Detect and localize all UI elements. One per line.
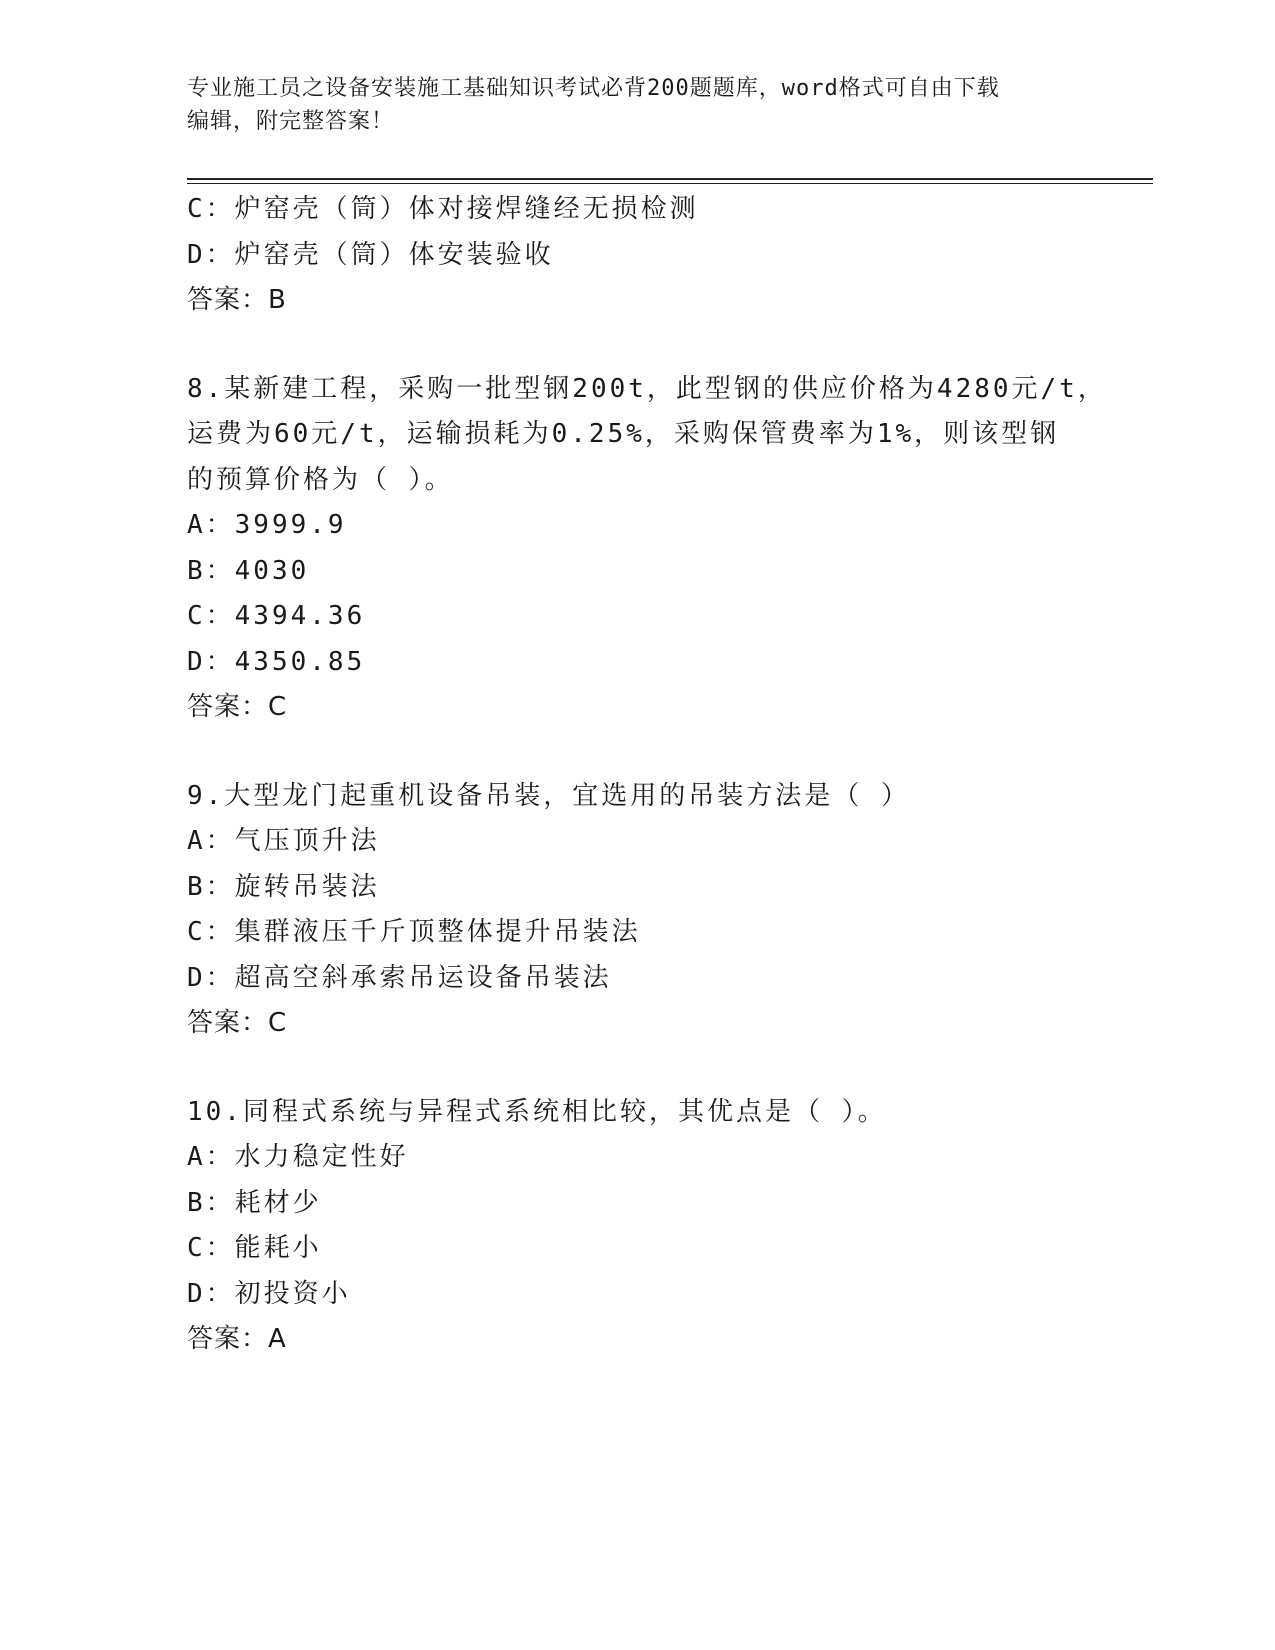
header-title-line-1: 专业施工员之设备安装施工基础知识考试必背200题题库，word格式可自由下载 xyxy=(187,76,1000,101)
question-10 xyxy=(187,1090,1087,1363)
question-stem: 8.某新建工程，采购一批型钢200t，此型钢的供应价格为4280元/t， xyxy=(187,373,1107,404)
option-b: B：旋转吊装法 xyxy=(187,871,380,902)
option-c: C：4394.36 xyxy=(187,601,366,631)
question-spacer xyxy=(187,324,1087,367)
option-c: C：炉窑壳（筒）体对接焊缝经无损检测 xyxy=(187,194,699,224)
option-a: A：水力稳定性好 xyxy=(187,1142,409,1172)
header-divider-thin xyxy=(187,183,1153,184)
question-stem: 10.同程式系统与异程式系统相比较，其优点是（ ）。 xyxy=(187,1096,887,1127)
question-9 xyxy=(187,774,1087,1047)
answer-line: 答案：C xyxy=(187,692,288,722)
answer-line: 答案：B xyxy=(187,285,287,315)
header-divider-thick xyxy=(187,178,1153,180)
question-7-continued xyxy=(187,187,1087,324)
option-b: B：耗材少 xyxy=(187,1187,322,1218)
option-b: B：4030 xyxy=(187,555,310,586)
document-header xyxy=(187,72,1067,138)
question-stem: 的预算价格为（ ）。 xyxy=(187,464,454,495)
answer-line: 答案：C xyxy=(187,1008,288,1038)
option-d: D：4350.85 xyxy=(187,646,366,677)
option-c: C：能耗小 xyxy=(187,1233,322,1263)
question-spacer xyxy=(187,1047,1087,1090)
option-d: D：初投资小 xyxy=(187,1278,351,1309)
option-a: A：气压顶升法 xyxy=(187,826,380,856)
option-c: C：集群液压千斤顶整体提升吊装法 xyxy=(187,917,641,947)
question-list xyxy=(187,187,1107,1363)
option-d: D：超高空斜承索吊运设备吊装法 xyxy=(187,962,612,993)
question-8 xyxy=(187,367,1107,731)
question-spacer xyxy=(187,731,1087,774)
answer-line: 答案：A xyxy=(187,1324,287,1354)
option-a: A：3999.9 xyxy=(187,510,347,540)
header-title-line-2: 编辑，附完整答案！ xyxy=(187,109,395,134)
question-stem: 运费为60元/t，运输损耗为0.25%，采购保管费率为1%，则该型钢 xyxy=(187,419,1060,449)
option-d: D：炉窑壳（筒）体安装验收 xyxy=(187,239,554,270)
question-stem: 9.大型龙门起重机设备吊装，宜选用的吊装方法是（ ） xyxy=(187,780,910,811)
